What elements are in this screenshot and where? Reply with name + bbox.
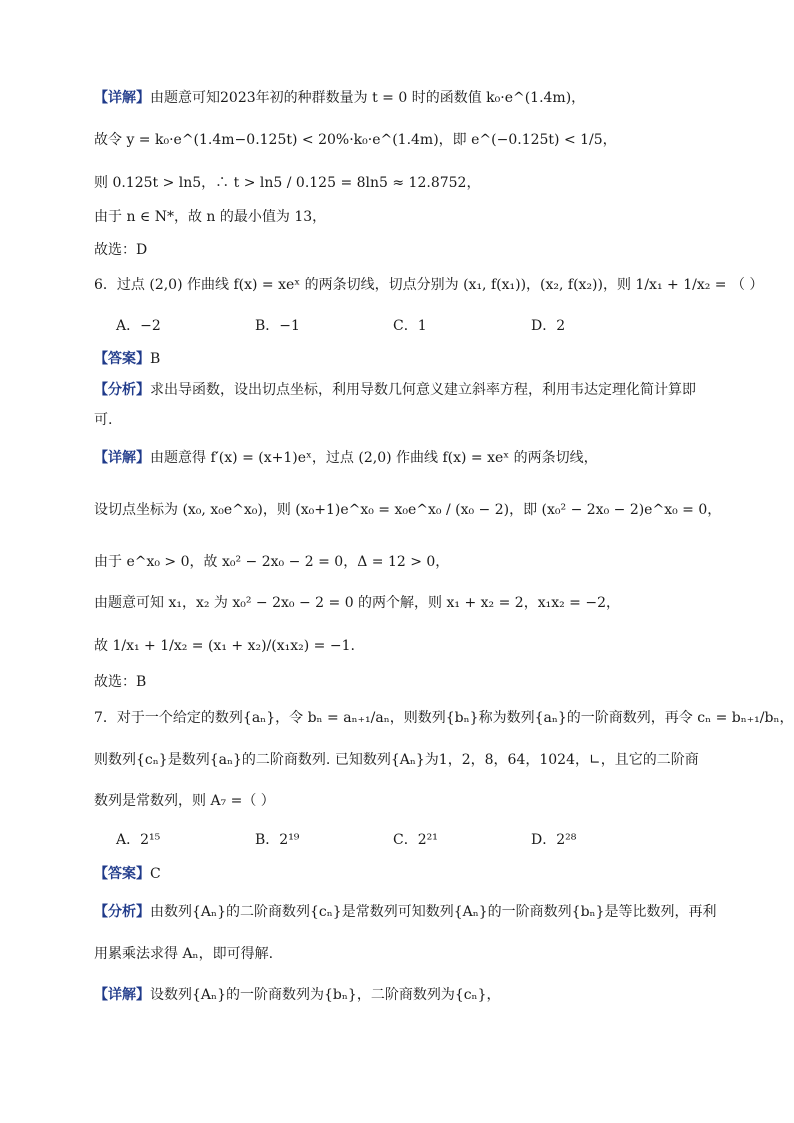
analysis-q6-2 (94, 410, 112, 430)
question-6 (94, 275, 763, 295)
option-b: B．2¹⁹ (255, 832, 300, 848)
detail-q6-3 (94, 552, 449, 572)
label-answer: 【答案】 (94, 351, 150, 367)
question-text: 则数列{cₙ}是数列{aₙ}的二阶商数列. 已知数列{Aₙ}为1，2，8，64，1024，∟，且它的二阶商 (94, 752, 699, 768)
option-d: D．2²⁸ (531, 832, 577, 848)
question-text: 6．过点 (2,0) 作曲线 f(x) = xeˣ 的两条切线，切点分别为 (x₁, f(x₁))，(x₂, f(x₂))，则 1/x₁ + 1/x₂ = （ ） (94, 277, 764, 293)
label-analysis: 【分析】 (94, 382, 150, 398)
question-7-1 (94, 708, 794, 728)
analysis-text: 可. (94, 412, 113, 428)
detail-q6-1 (94, 448, 598, 468)
analysis-text: 用累乘法求得 Aₙ，即可得解. (94, 946, 274, 962)
option-c: C．1 (393, 318, 427, 334)
answer-q6 (94, 349, 160, 369)
line-text: 故令 y = k₀·e^(1.4m−0.125t) < 20%·k₀·e^(1.4m)，即 e^(−0.125t) < 1/5， (94, 132, 617, 148)
detail-q6-4 (94, 593, 620, 613)
question-text: 7．对于一个给定的数列{aₙ}，令 bₙ = aₙ₊₁/aₙ，则数列{bₙ}称为数列{aₙ}的一阶商数列，再令 cₙ = bₙ₊₁/bₙ， (94, 710, 794, 726)
question-7-3 (94, 791, 275, 811)
analysis-q7-2 (94, 944, 273, 964)
label-detail: 【详解】 (94, 987, 150, 1003)
detail-text: 由题意可知 x₁，x₂ 为 x₀² − 2x₀ − 2 = 0 的两个解，则 x₁ + x₂ = 2，x₁x₂ = −2， (94, 595, 620, 611)
analysis-text: 求出导函数，设出切点坐标，利用导数几何意义建立斜率方程，利用韦达定理化简计算即 (150, 382, 696, 398)
option-b: B．−1 (255, 318, 300, 334)
detail-text: 设数列{Aₙ}的一阶商数列为{bₙ}，二阶商数列为{cₙ}， (150, 987, 501, 1003)
analysis-text: 由数列{Aₙ}的二阶商数列{cₙ}是常数列可知数列{Aₙ}的一阶商数列{bₙ}是等比数列，再利 (150, 904, 717, 920)
line-2 (94, 130, 617, 150)
label-answer: 【答案】 (94, 866, 150, 882)
detail-text: 由题意得 f′(x) = (x+1)eˣ，过点 (2,0) 作曲线 f(x) = xeˣ 的两条切线， (150, 450, 598, 466)
answer-text: C (150, 866, 161, 882)
line-text: 故选：D (94, 242, 148, 258)
detail-text: 由于 e^x₀ > 0，故 x₀² − 2x₀ − 2 = 0，Δ = 12 > 0， (94, 554, 450, 570)
line-5 (94, 240, 147, 260)
line-4 (94, 207, 326, 227)
detail-q7-1 (94, 985, 501, 1005)
detail-q6-6 (94, 672, 146, 692)
label-detail: 【详解】 (94, 450, 150, 466)
detail-q6-5 (94, 636, 355, 656)
detail-q6-2 (94, 500, 721, 520)
line-text: 由题意可知2023年初的种群数量为 t = 0 时的函数值 k₀·e^(1.4m)， (150, 90, 586, 106)
option-d: D．2 (531, 318, 566, 334)
label-detail: 【详解】 (94, 90, 150, 106)
line-text: 由于 n ∈ N*，故 n 的最小值为 13， (94, 209, 327, 225)
detail-text: 故 1/x₁ + 1/x₂ = (x₁ + x₂)/(x₁x₂) = −1. (94, 638, 355, 654)
detail-text: 故选：B (94, 674, 147, 690)
question-text: 数列是常数列，则 A₇ =（ ） (94, 793, 275, 809)
label-analysis: 【分析】 (94, 904, 150, 920)
line-3 (94, 173, 480, 193)
analysis-q7-1 (94, 902, 717, 922)
line-1 (94, 88, 585, 108)
option-a: A．−2 (116, 318, 161, 334)
question-7-2 (94, 750, 699, 770)
analysis-q6-1 (94, 380, 696, 400)
answer-q7 (94, 864, 161, 884)
option-c: C．2²¹ (393, 832, 438, 848)
answer-text: B (150, 351, 161, 367)
detail-text: 设切点坐标为 (x₀, x₀e^x₀)，则 (x₀+1)e^x₀ = x₀e^x₀ / (x₀ − 2)，即 (x₀² − 2x₀ − 2)e^x₀ = 0， (94, 502, 722, 518)
option-a: A．2¹⁵ (116, 832, 161, 848)
line-text: 则 0.125t > ln5，∴ t > ln5 / 0.125 = 8ln5 ≈ 12.8752， (94, 175, 481, 191)
